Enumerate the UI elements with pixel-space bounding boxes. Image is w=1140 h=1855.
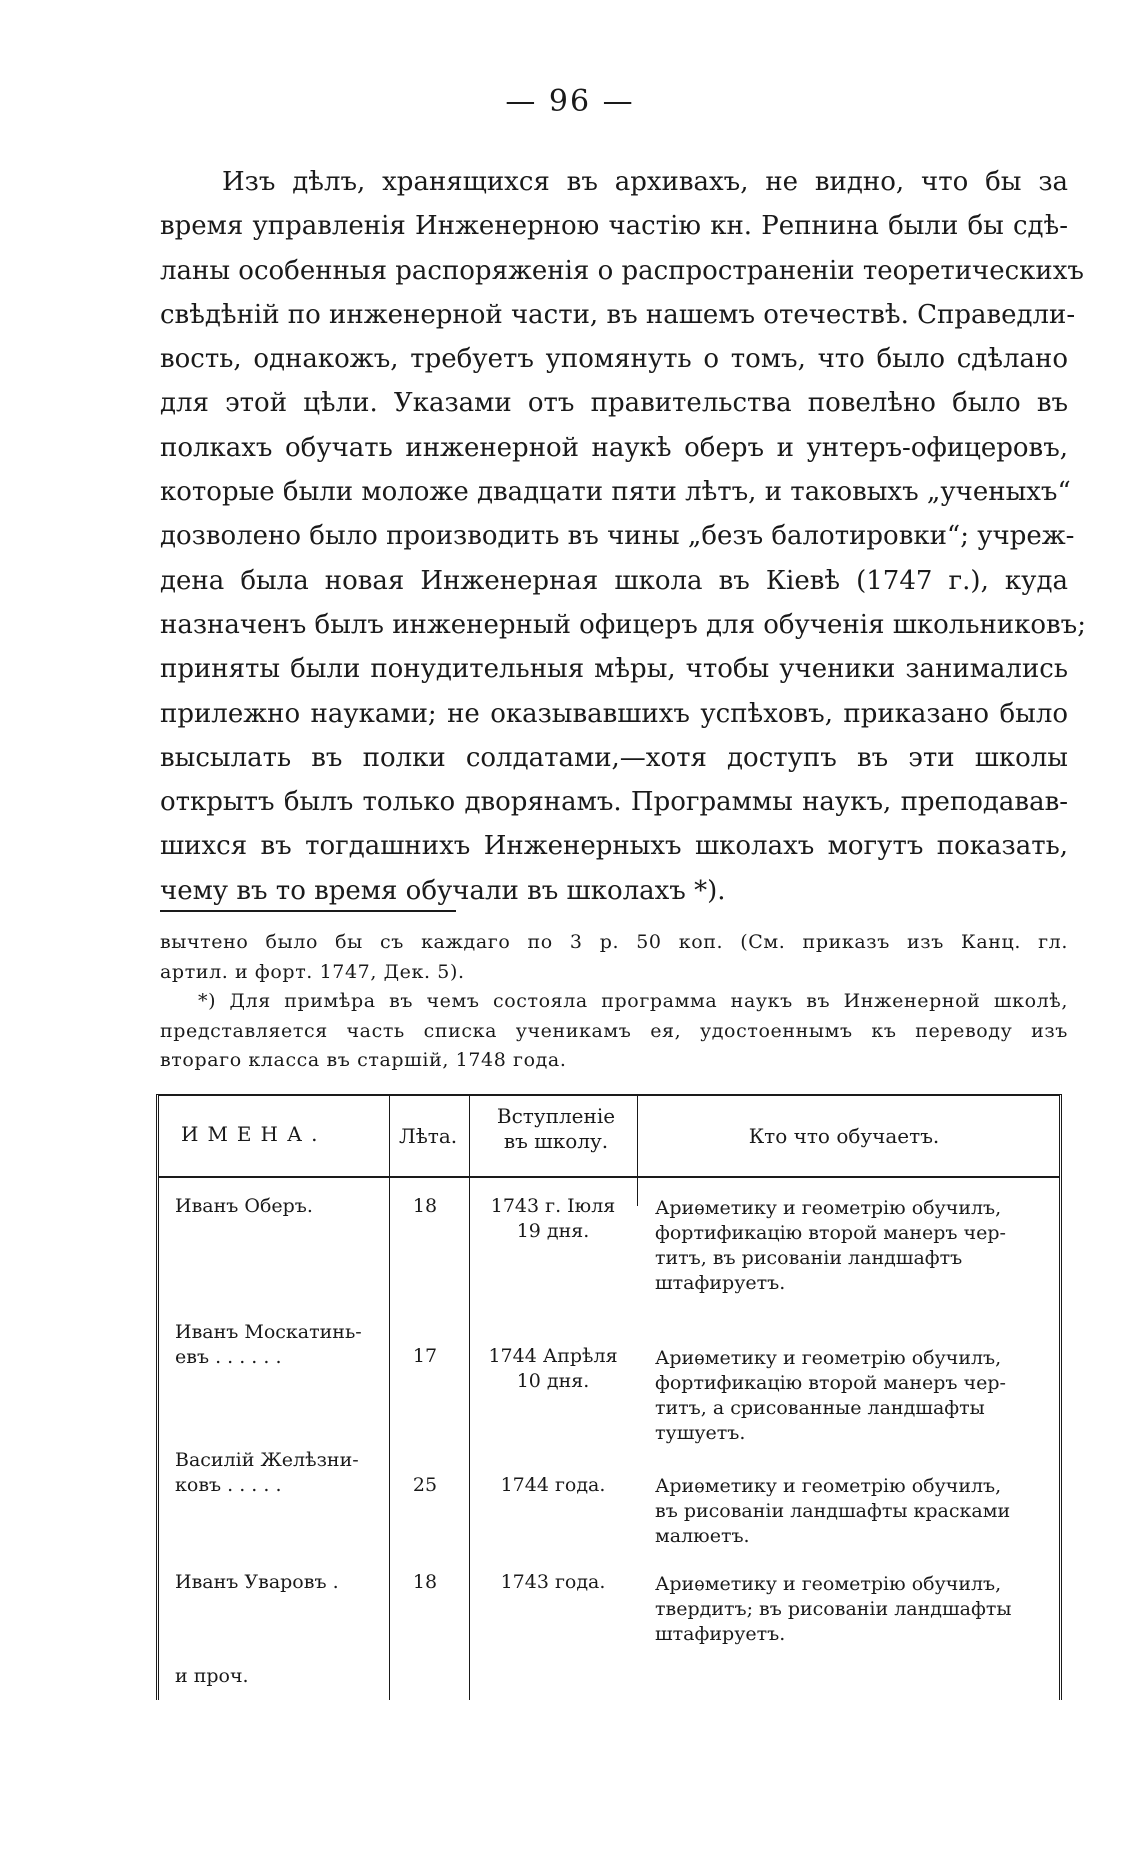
table-row-study	[655, 1572, 1045, 1647]
paragraph-line: Изъ дѣлъ, хранящихся въ архивахъ, не видно, что бы за	[222, 167, 1068, 197]
header-age: Лѣта.	[399, 1124, 458, 1148]
name-line: ковъ . . . . .	[175, 1474, 282, 1496]
table-row-entry	[473, 1344, 633, 1394]
study-line: фортификацію второй манеръ чер-	[655, 1372, 1006, 1394]
study-line: Ариѳметику и геометрію обучилъ,	[655, 1475, 1002, 1497]
table-row-age: 18	[412, 1195, 438, 1217]
study-line: фортификацію второй манеръ чер-	[655, 1222, 1006, 1244]
footnote-separator	[160, 910, 456, 912]
footnote-line: представляется часть списка ученикамъ ея, удостоеннымъ къ переводу изъ	[160, 1019, 1068, 1042]
study-line: Ариѳметику и геометрію обучилъ,	[655, 1573, 1002, 1595]
header-study: Кто что обучаетъ.	[748, 1124, 940, 1148]
paragraph-line: открытъ былъ только дворянамъ. Программы наукъ, преподавав-	[160, 787, 1068, 818]
entry-line: 19 дня.	[516, 1220, 590, 1242]
column-divider	[637, 1096, 638, 1206]
paragraph-line: высылать въ полки солдатами,—хотя доступъ въ эти школы	[160, 742, 1068, 773]
table-header	[159, 1096, 1059, 1178]
students-table	[156, 1094, 1062, 1700]
paragraph-line: назначенъ былъ инженерный офицеръ для обученія школьниковъ;	[160, 609, 1086, 640]
header-entry-line: Вступленіе	[496, 1104, 616, 1128]
paragraph-line: приняты были понудительныя мѣры, чтобы ученики занимались	[160, 654, 1068, 685]
page-number: — 96 —	[505, 84, 635, 119]
name-line: Иванъ Москатинь-	[175, 1321, 362, 1343]
column-divider	[469, 1096, 470, 1700]
study-line: тушуетъ.	[655, 1422, 746, 1444]
paragraph-line: для этой цѣли. Указами отъ правительства повелѣно было въ	[160, 388, 1068, 419]
main-paragraph	[160, 160, 1086, 913]
table-row-entry	[473, 1194, 633, 1244]
table-row-age: 25	[412, 1474, 438, 1496]
table-row-entry	[473, 1570, 633, 1595]
table-row-study	[655, 1474, 1045, 1549]
table-trailing-note: и проч.	[175, 1665, 249, 1687]
paragraph-line: время управленія Инженерною частію кн. Репнина были бы сдѣ-	[160, 211, 1068, 242]
study-line: штафируетъ.	[655, 1623, 786, 1645]
table-row-entry	[473, 1473, 633, 1498]
study-line: Ариѳметику и геометрію обучилъ,	[655, 1347, 1002, 1369]
table-row-name	[175, 1320, 395, 1370]
study-line: малюетъ.	[655, 1525, 750, 1547]
paragraph-line: полкахъ обучать инженерной наукѣ оберъ и унтеръ-офицеровъ,	[160, 432, 1068, 463]
header-entry	[481, 1104, 631, 1154]
name-line: Василій Желѣзни-	[175, 1449, 359, 1471]
table-row-name	[175, 1448, 395, 1498]
footnote-line: втораго класса въ старшій, 1748 года.	[160, 1049, 567, 1071]
name-line: евъ . . . . . .	[175, 1346, 282, 1368]
paragraph-line: дозволено было производить въ чины „безъ балотировки“; учреж-	[160, 521, 1075, 552]
paragraph-line: дена была новая Инженерная школа въ Кіевѣ (1747 г.), куда	[160, 565, 1068, 596]
name-line: Иванъ Оберъ.	[175, 1195, 313, 1217]
header-entry-line: въ школу.	[503, 1129, 609, 1153]
table-row-age: 17	[412, 1345, 438, 1367]
study-line: штафируетъ.	[655, 1272, 786, 1294]
table-row-name	[175, 1570, 395, 1595]
study-line: Ариѳметику и геометрію обучилъ,	[655, 1197, 1002, 1219]
paragraph-line: которые были моложе двадцати пяти лѣтъ, и таковыхъ „ученыхъ“	[160, 477, 1071, 508]
table-row-name	[175, 1194, 395, 1219]
paragraph-line: ланы особенныя распоряженія о распространеніи теоретическихъ	[160, 255, 1084, 286]
entry-line: 1743 года.	[500, 1571, 606, 1593]
entry-line: 1744 года.	[500, 1474, 606, 1496]
footnote-line: *) Для примѣра въ чемъ состояла программа наукъ въ Инженерной школѣ,	[198, 990, 1068, 1012]
table-row-study	[655, 1346, 1045, 1446]
paragraph-line: шихся въ тогдашнихъ Инженерныхъ школахъ могутъ показать,	[160, 831, 1068, 862]
study-line: титъ, въ рисованіи ландшафтъ	[655, 1247, 963, 1269]
entry-line: 10 дня.	[516, 1370, 590, 1392]
footnote-continuation-line: артил. и форт. 1747, Дек. 5).	[160, 960, 465, 983]
column-divider	[389, 1096, 390, 1700]
footnote-continuation-line: вычтено было бы съ каждаго по 3 р. 50 коп. (См. приказъ изъ Канц. гл.	[160, 931, 1068, 953]
entry-line: 1743 г. Іюля	[490, 1195, 616, 1217]
study-line: твердитъ; въ рисованіи ландшафты	[655, 1598, 1012, 1620]
study-line: въ рисованіи ландшафты красками	[655, 1500, 1011, 1522]
paragraph-line: чему въ то время обучали въ школахъ *).	[160, 875, 726, 906]
paragraph-line: вость, однакожъ, требуетъ упомянуть о томъ, что было сдѣлано	[160, 344, 1068, 375]
table-row-study	[655, 1196, 1045, 1296]
footnotes	[160, 928, 1068, 1076]
entry-line: 1744 Апрѣля	[488, 1345, 618, 1367]
header-names: ИМЕНА.	[181, 1122, 327, 1146]
table-row-age: 18	[412, 1571, 438, 1593]
paragraph-line: прилежно науками; не оказывавшихъ успѣховъ, приказано было	[160, 698, 1068, 729]
study-line: титъ, а срисованные ландшафты	[655, 1397, 985, 1419]
paragraph-line: свѣдѣній по инженерной части, въ нашемъ отечествѣ. Справедли-	[160, 299, 1076, 330]
name-line: Иванъ Уваровъ .	[175, 1571, 339, 1593]
